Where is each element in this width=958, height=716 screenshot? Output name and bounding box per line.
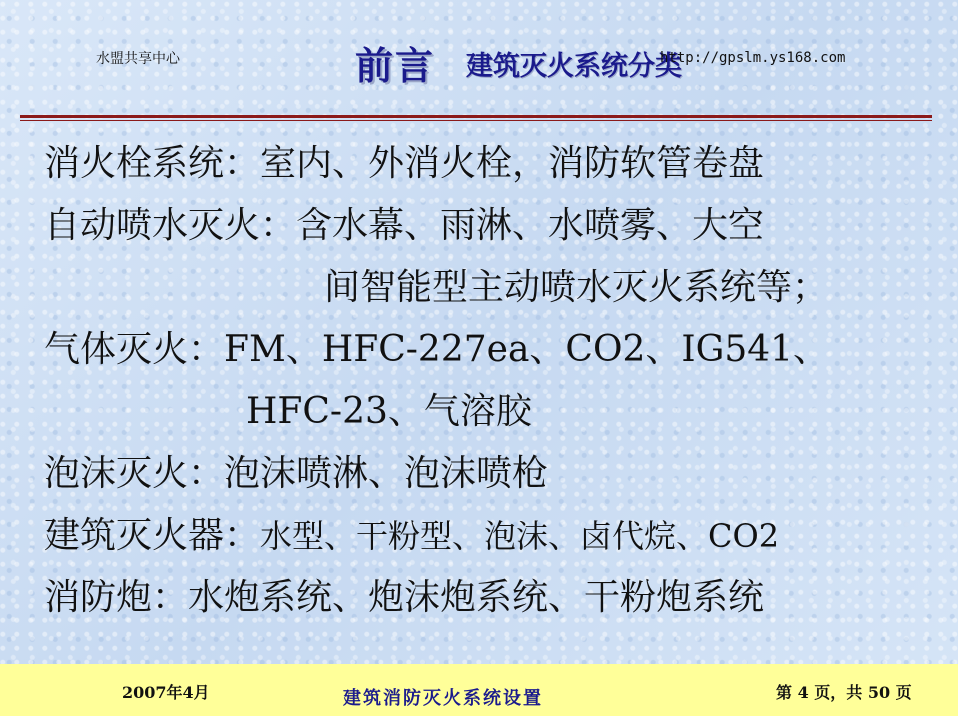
body-line-sprinkler: 自动喷水灭火：含水幕、雨淋、水喷雾、大空	[44, 205, 765, 246]
extinguisher-label: 建筑灭火器：	[44, 515, 261, 556]
slide-title: 前言	[355, 44, 436, 88]
header-divider-thin	[20, 120, 932, 121]
header-source-label: 水盟共享中心	[96, 51, 180, 67]
body-line-sprinkler-cont: 间智能型主动喷水灭火系统等；	[324, 267, 829, 308]
footer-page-number: 第 4 页，共 50 页	[776, 683, 912, 702]
slide-subtitle: 建筑灭火系统分类	[466, 51, 682, 82]
footer-title: 建筑消防灭火系统设置	[343, 688, 543, 709]
body-line-hydrant: 消火栓系统：室内、外消火栓，消防软管卷盘	[44, 143, 765, 184]
body-line-foam: 泡沫灭火：泡沫喷淋、泡沫喷枪	[44, 453, 549, 494]
body-line-extinguisher	[44, 514, 779, 558]
body-line-monitor: 消防炮：水炮系统、炮沫炮系统、干粉炮系统	[44, 577, 765, 618]
header-divider-thick	[20, 115, 932, 118]
footer-date: 2007年4月	[122, 683, 210, 702]
extinguisher-types: 水型、干粉型、泡沫、卤代烷、CO2	[260, 517, 780, 555]
header-url: http://gpslm.ys168.com	[660, 50, 846, 66]
footer-bar	[0, 664, 958, 716]
body-line-gas: 气体灭火：FM、HFC-227ea、CO2、IG541、	[44, 329, 830, 370]
body-line-gas-cont: HFC-23、气溶胶	[246, 391, 532, 432]
